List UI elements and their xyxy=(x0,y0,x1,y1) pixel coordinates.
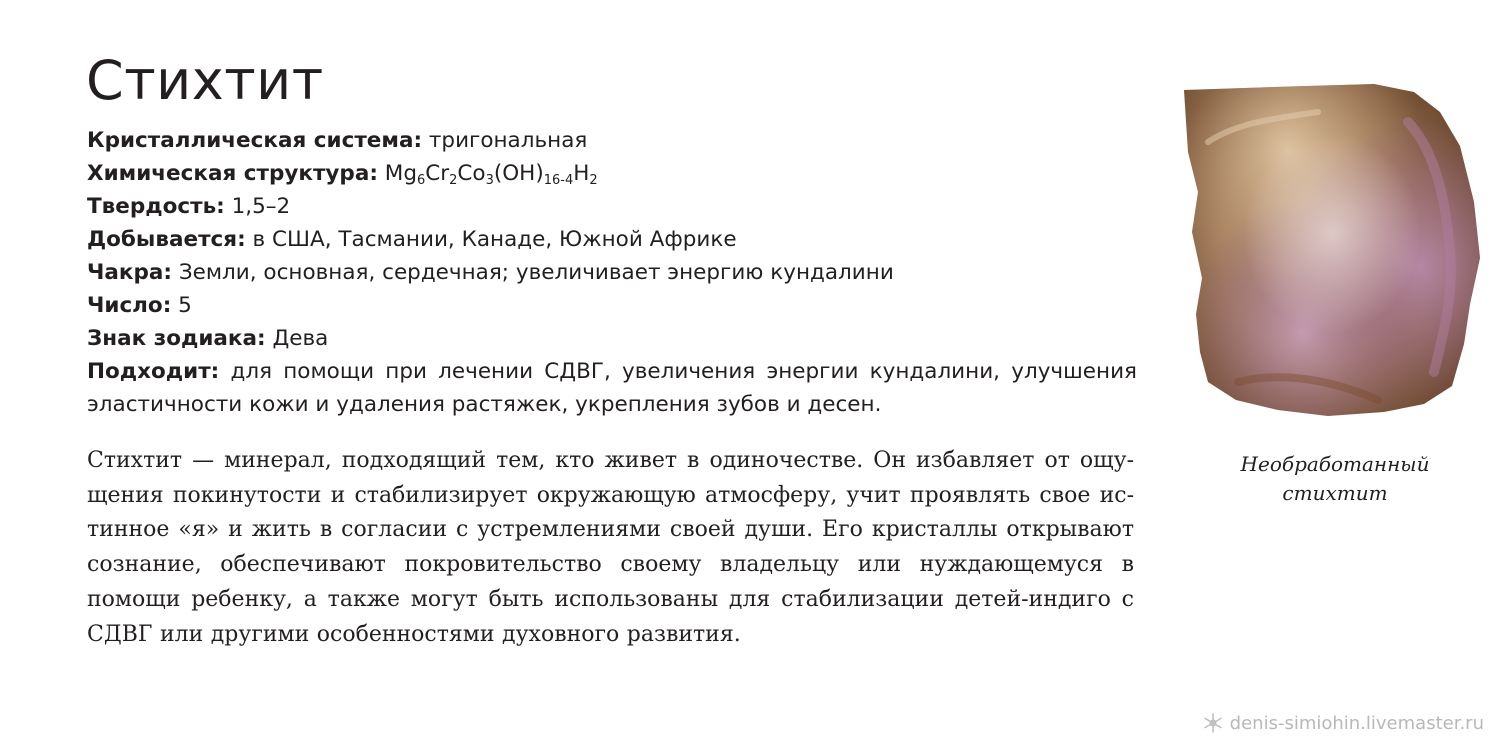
prop-crystal-system xyxy=(87,124,1137,157)
watermark-text: denis-simiohin.livemaster.ru xyxy=(1229,712,1484,734)
snowflake-icon xyxy=(1202,712,1224,734)
stone-image xyxy=(1178,82,1488,418)
prop-chakra xyxy=(87,256,1137,289)
prop-label: Подходит: xyxy=(87,359,220,384)
caption-line: Необработанный xyxy=(1240,452,1430,476)
image-caption xyxy=(1210,450,1460,508)
prop-value: Дева xyxy=(265,326,329,351)
prop-value: тригональная xyxy=(422,128,588,153)
prop-label: Знак зодиака: xyxy=(87,326,266,351)
prop-label: Кристаллическая система: xyxy=(87,128,423,153)
formula-subscript: 6 xyxy=(416,173,426,188)
prop-value: 5 xyxy=(171,293,192,318)
prop-value: Земли, основная, сердечная; увеличивает энергию кундалини xyxy=(171,260,894,285)
prop-label: Добывается: xyxy=(87,227,246,252)
description-paragraph: Стихтит — минерал, подходящий тем, кто живет в одиночестве. Он избавляет от ощущения покинутости и стабилизирует окружающую атмосферу, учит проявлять свое истинное «я» и жить в согласии с устремлениями своей души. Его кристаллы открывают сознание, обеспечивают покровительство своему владельцу или нуждающемуся в помощи ребенку, а также могут быть использованы для стабилизации детей-индиго с СДВГ или другими особенностями духовного развития. xyxy=(87,448,1134,647)
formula-part: Cr xyxy=(425,161,450,186)
properties-list xyxy=(87,124,1137,421)
prop-value: в США, Тасмании, Канаде, Южной Африке xyxy=(245,227,737,252)
caption-line: стихтит xyxy=(1282,481,1388,505)
prop-hardness xyxy=(87,190,1137,223)
prop-label: Число: xyxy=(87,293,172,318)
formula xyxy=(378,161,598,186)
prop-chemical-structure xyxy=(87,157,1137,190)
formula-subscript: 2 xyxy=(449,173,458,188)
formula-subscript: 2 xyxy=(589,173,598,188)
formula-part: Co xyxy=(457,161,486,186)
page-title: Стихтит xyxy=(86,49,324,112)
prop-number xyxy=(87,289,1137,322)
prop-label: Чакра: xyxy=(87,260,172,285)
formula-part: Mg xyxy=(377,161,417,186)
formula-part: H xyxy=(573,161,590,186)
prop-mined xyxy=(87,223,1137,256)
prop-zodiac xyxy=(87,322,1137,355)
prop-value: для помощи при лечении СДВГ, увеличения энергии кундалини, улучшения эластичности кожи и удаления растяжек, укрепления зубов и десен. xyxy=(87,359,1137,417)
watermark xyxy=(1202,712,1484,734)
formula-part: (OH) xyxy=(493,161,544,186)
formula-subscript: 16-4 xyxy=(543,173,574,188)
prop-label: Твердость: xyxy=(87,194,225,219)
formula-subscript: 3 xyxy=(485,173,494,188)
prop-value: 1,5–2 xyxy=(224,194,291,219)
prop-label: Химическая структура: xyxy=(87,161,378,186)
prop-suits xyxy=(87,355,1137,421)
